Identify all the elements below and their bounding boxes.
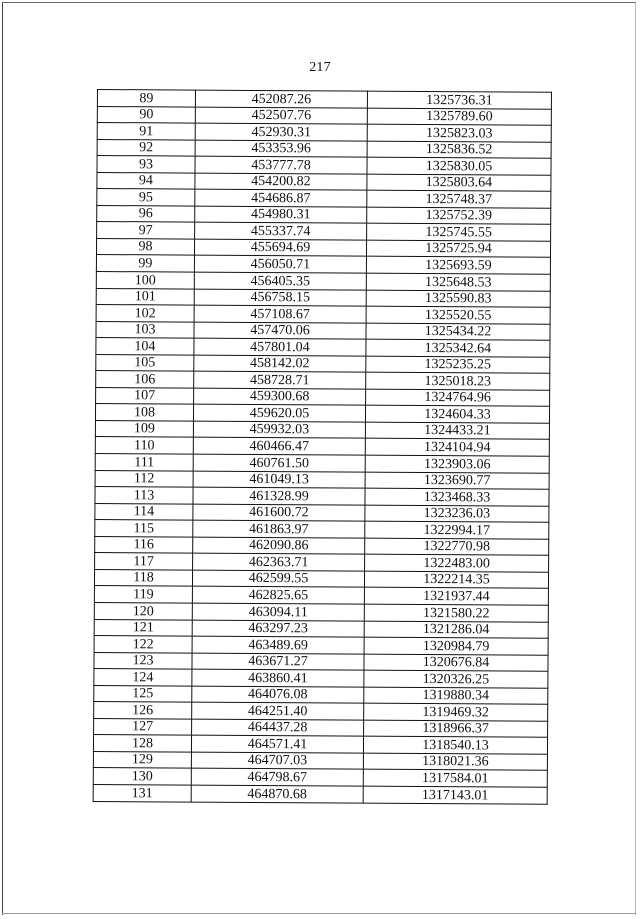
point-number-cell: 100 — [96, 272, 194, 289]
y-coordinate-cell: 1325520.55 — [366, 306, 550, 324]
y-coordinate-cell: 1320984.79 — [364, 637, 548, 655]
x-coordinate-cell: 457470.06 — [194, 322, 366, 340]
y-coordinate-cell: 1322770.98 — [365, 538, 549, 556]
y-coordinate-cell: 1319469.32 — [364, 703, 548, 721]
point-number-cell: 101 — [96, 288, 194, 305]
point-number-cell: 112 — [95, 470, 193, 487]
point-number-cell: 131 — [93, 784, 191, 801]
y-coordinate-cell: 1325752.39 — [367, 207, 551, 225]
x-coordinate-cell: 464251.40 — [192, 702, 364, 720]
y-coordinate-cell: 1325648.53 — [366, 273, 550, 291]
point-number-cell: 116 — [95, 536, 193, 553]
y-coordinate-cell: 1325736.31 — [367, 91, 551, 109]
point-number-cell: 96 — [97, 205, 195, 222]
x-coordinate-cell: 453353.96 — [195, 140, 367, 158]
y-coordinate-cell: 1325018.23 — [366, 372, 550, 390]
point-number-cell: 97 — [97, 222, 195, 239]
y-coordinate-cell: 1317584.01 — [363, 770, 547, 788]
x-coordinate-cell: 462090.86 — [193, 537, 365, 555]
point-number-cell: 128 — [93, 735, 191, 752]
point-number-cell: 111 — [95, 454, 193, 471]
point-number-cell: 99 — [96, 255, 194, 272]
x-coordinate-cell: 460466.47 — [193, 438, 365, 456]
y-coordinate-cell: 1322483.00 — [365, 554, 549, 572]
coordinates-table — [93, 89, 552, 804]
y-coordinate-cell: 1325342.64 — [366, 339, 550, 357]
y-coordinate-cell: 1323903.06 — [365, 455, 549, 473]
x-coordinate-cell: 455694.69 — [194, 239, 366, 257]
y-coordinate-cell: 1321937.44 — [364, 588, 548, 606]
y-coordinate-cell: 1321580.22 — [364, 604, 548, 622]
x-coordinate-cell: 461049.13 — [193, 471, 365, 489]
point-number-cell: 92 — [97, 139, 195, 156]
point-number-cell: 120 — [94, 602, 192, 619]
point-number-cell: 90 — [97, 106, 195, 123]
y-coordinate-cell: 1318540.13 — [363, 736, 547, 754]
x-coordinate-cell: 454200.82 — [195, 173, 367, 191]
y-coordinate-cell: 1320326.25 — [364, 670, 548, 688]
point-number-cell: 113 — [95, 487, 193, 504]
point-number-cell: 118 — [94, 569, 192, 586]
coordinates-table-body — [93, 90, 551, 804]
y-coordinate-cell: 1317143.01 — [363, 786, 547, 804]
point-number-cell: 89 — [97, 90, 195, 107]
x-coordinate-cell: 457801.04 — [194, 338, 366, 356]
y-coordinate-cell: 1325803.64 — [367, 174, 551, 192]
y-coordinate-cell: 1323236.03 — [365, 505, 549, 523]
point-number-cell: 105 — [96, 354, 194, 371]
x-coordinate-cell: 461863.97 — [193, 520, 365, 538]
y-coordinate-cell: 1322994.17 — [365, 521, 549, 539]
y-coordinate-cell: 1325725.94 — [366, 240, 550, 258]
point-number-cell: 91 — [97, 123, 195, 140]
point-number-cell: 103 — [96, 321, 194, 338]
y-coordinate-cell: 1321286.04 — [364, 621, 548, 639]
x-coordinate-cell: 461600.72 — [193, 504, 365, 522]
x-coordinate-cell: 463297.23 — [192, 620, 364, 638]
y-coordinate-cell: 1318966.37 — [364, 720, 548, 738]
x-coordinate-cell: 462825.65 — [192, 586, 364, 604]
x-coordinate-cell: 464571.41 — [191, 735, 363, 753]
table-row — [93, 784, 547, 803]
x-coordinate-cell: 455337.74 — [195, 222, 367, 240]
x-coordinate-cell: 464076.08 — [192, 686, 364, 704]
y-coordinate-cell: 1325836.52 — [367, 141, 551, 159]
page-bottom-edge — [2, 913, 636, 914]
point-number-cell: 125 — [94, 685, 192, 702]
y-coordinate-cell: 1325235.25 — [366, 356, 550, 374]
y-coordinate-cell: 1325693.59 — [366, 257, 550, 275]
y-coordinate-cell: 1325590.83 — [366, 290, 550, 308]
y-coordinate-cell: 1322214.35 — [364, 571, 548, 589]
point-number-cell: 129 — [93, 751, 191, 768]
point-number-cell: 115 — [95, 520, 193, 537]
x-coordinate-cell: 456758.15 — [194, 289, 366, 307]
point-number-cell: 93 — [97, 156, 195, 173]
point-number-cell: 98 — [96, 238, 194, 255]
point-number-cell: 123 — [94, 652, 192, 669]
x-coordinate-cell: 462363.71 — [193, 553, 365, 571]
y-coordinate-cell: 1323690.77 — [365, 472, 549, 490]
x-coordinate-cell: 457108.67 — [194, 305, 366, 323]
x-coordinate-cell: 458728.71 — [194, 371, 366, 389]
point-number-cell: 117 — [95, 553, 193, 570]
x-coordinate-cell: 463860.41 — [192, 669, 364, 687]
x-coordinate-cell: 459300.68 — [194, 388, 366, 406]
y-coordinate-cell: 1325823.03 — [367, 124, 551, 142]
point-number-cell: 94 — [97, 172, 195, 189]
y-coordinate-cell: 1324764.96 — [366, 389, 550, 407]
y-coordinate-cell: 1319880.34 — [364, 687, 548, 705]
y-coordinate-cell: 1325434.22 — [366, 323, 550, 341]
point-number-cell: 122 — [94, 636, 192, 653]
x-coordinate-cell: 456050.71 — [194, 256, 366, 274]
x-coordinate-cell: 464437.28 — [192, 719, 364, 737]
x-coordinate-cell: 454980.31 — [195, 206, 367, 224]
point-number-cell: 110 — [95, 437, 193, 454]
x-coordinate-cell: 452930.31 — [195, 123, 367, 141]
y-coordinate-cell: 1324604.33 — [365, 406, 549, 424]
point-number-cell: 124 — [94, 669, 192, 686]
x-coordinate-cell: 462599.55 — [192, 570, 364, 588]
y-coordinate-cell: 1325789.60 — [367, 108, 551, 126]
point-number-cell: 121 — [94, 619, 192, 636]
point-number-cell: 114 — [95, 503, 193, 520]
point-number-cell: 119 — [94, 586, 192, 603]
point-number-cell: 108 — [95, 404, 193, 421]
point-number-cell: 102 — [96, 305, 194, 322]
y-coordinate-cell: 1324433.21 — [365, 422, 549, 440]
x-coordinate-cell: 464798.67 — [191, 769, 363, 787]
y-coordinate-cell: 1325748.37 — [367, 190, 551, 208]
x-coordinate-cell: 461328.99 — [193, 487, 365, 505]
x-coordinate-cell: 463094.11 — [192, 603, 364, 621]
y-coordinate-cell: 1323468.33 — [365, 488, 549, 506]
x-coordinate-cell: 454686.87 — [195, 189, 367, 207]
point-number-cell: 95 — [97, 189, 195, 206]
x-coordinate-cell: 460761.50 — [193, 454, 365, 472]
point-number-cell: 106 — [96, 371, 194, 388]
y-coordinate-cell: 1320676.84 — [364, 654, 548, 672]
point-number-cell: 127 — [94, 718, 192, 735]
x-coordinate-cell: 453777.78 — [195, 156, 367, 174]
point-number-cell: 109 — [95, 420, 193, 437]
point-number-cell: 126 — [94, 702, 192, 719]
x-coordinate-cell: 452507.76 — [195, 107, 367, 125]
x-coordinate-cell: 459620.05 — [193, 404, 365, 422]
x-coordinate-cell: 463671.27 — [192, 653, 364, 671]
point-number-cell: 130 — [93, 768, 191, 785]
point-number-cell: 107 — [96, 387, 194, 404]
x-coordinate-cell: 456405.35 — [194, 272, 366, 290]
y-coordinate-cell: 1325745.55 — [367, 224, 551, 242]
x-coordinate-cell: 464870.68 — [191, 785, 363, 803]
x-coordinate-cell: 463489.69 — [192, 636, 364, 654]
y-coordinate-cell: 1325830.05 — [367, 157, 551, 175]
y-coordinate-cell: 1318021.36 — [363, 753, 547, 771]
x-coordinate-cell: 458142.02 — [194, 355, 366, 373]
x-coordinate-cell: 464707.03 — [191, 752, 363, 770]
x-coordinate-cell: 452087.26 — [195, 90, 367, 108]
x-coordinate-cell: 459932.03 — [193, 421, 365, 439]
page-number: 217 — [309, 60, 331, 75]
y-coordinate-cell: 1324104.94 — [365, 439, 549, 457]
point-number-cell: 104 — [96, 338, 194, 355]
